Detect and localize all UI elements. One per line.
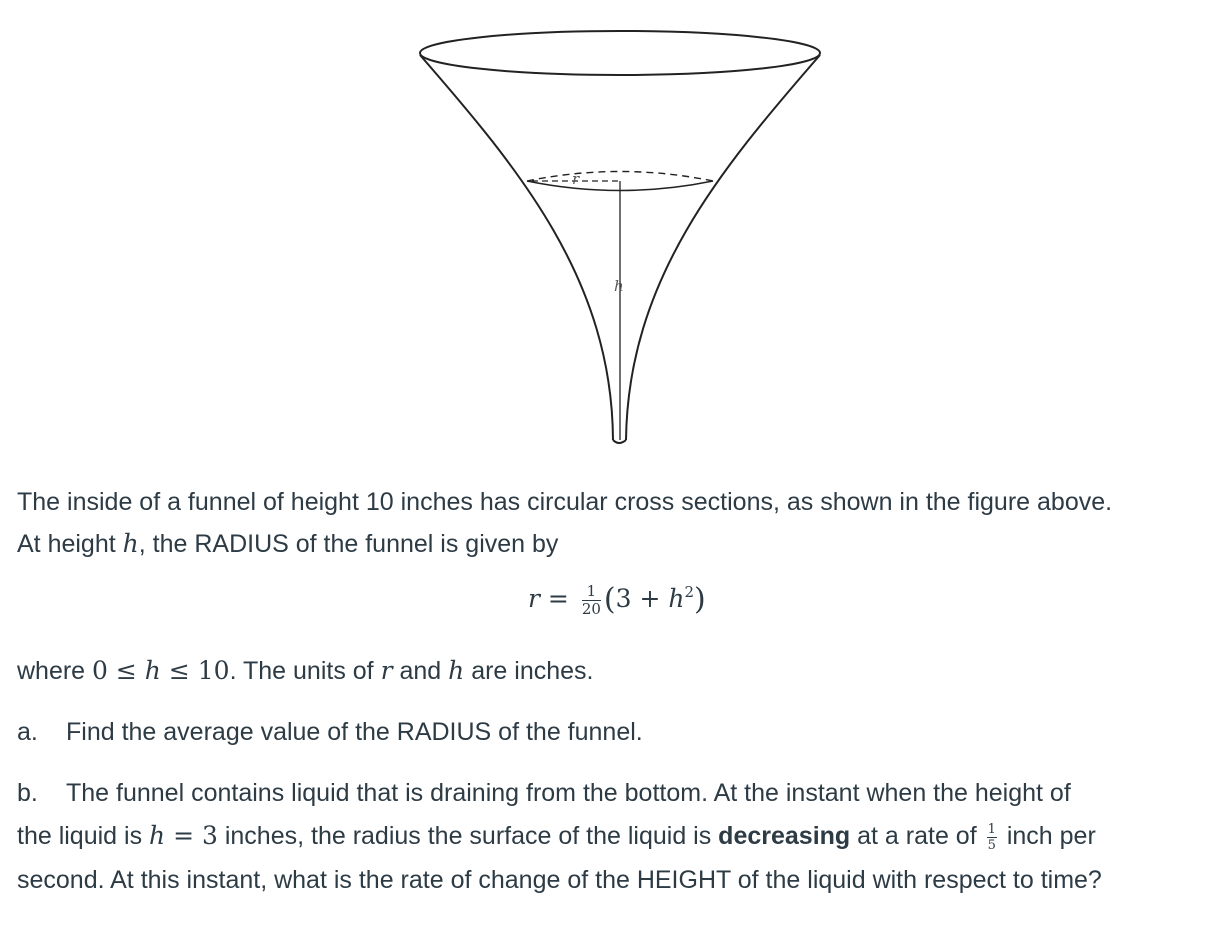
decreasing-emphasis: decreasing — [718, 822, 851, 850]
part-b-line-2: the liquid is h = 3 inches, the radius the surface of the liquid is decreasing at a rate of $\frac{1}{5}$ inch per — [17, 821, 1096, 853]
intro-line-1: The inside of a funnel of height 10 inches has circular cross sections, as shown in the figure above. — [17, 488, 1113, 516]
funnel-left-wall — [420, 55, 613, 440]
radius-formula: r = $\frac{1}{20}$ $(3 + h^2)$ — [528, 582, 706, 618]
height-label: h — [614, 277, 624, 295]
part-a — [17, 712, 643, 753]
radius-label: r — [572, 170, 580, 188]
funnel-rim — [420, 31, 820, 75]
domain-line: where 0 ≤ h ≤ 10. The units of r and h are inches. — [17, 656, 594, 685]
formula-fraction: $\frac{1}{20}$ — [581, 582, 601, 618]
funnel-spout — [613, 440, 626, 443]
part-a-label: a. — [17, 718, 38, 746]
rate-fraction: $\frac{1}{5}$ — [987, 821, 996, 853]
part-b-line-1: b. The funnel contains liquid that is draining from the bottom. At the instant when the height of — [17, 773, 1071, 814]
intro-line-2: At height h, the RADIUS of the funnel is given by — [17, 529, 559, 558]
cross-section-back — [527, 172, 713, 182]
part-b-label: b. — [17, 779, 38, 807]
part-a-text: Find the average value of the RADIUS of the funnel. — [66, 718, 643, 746]
part-b-line-3: second. At this instant, what is the rate of change of the HEIGHT of the liquid with respect to time? — [17, 866, 1102, 894]
funnel-right-wall — [626, 55, 820, 440]
